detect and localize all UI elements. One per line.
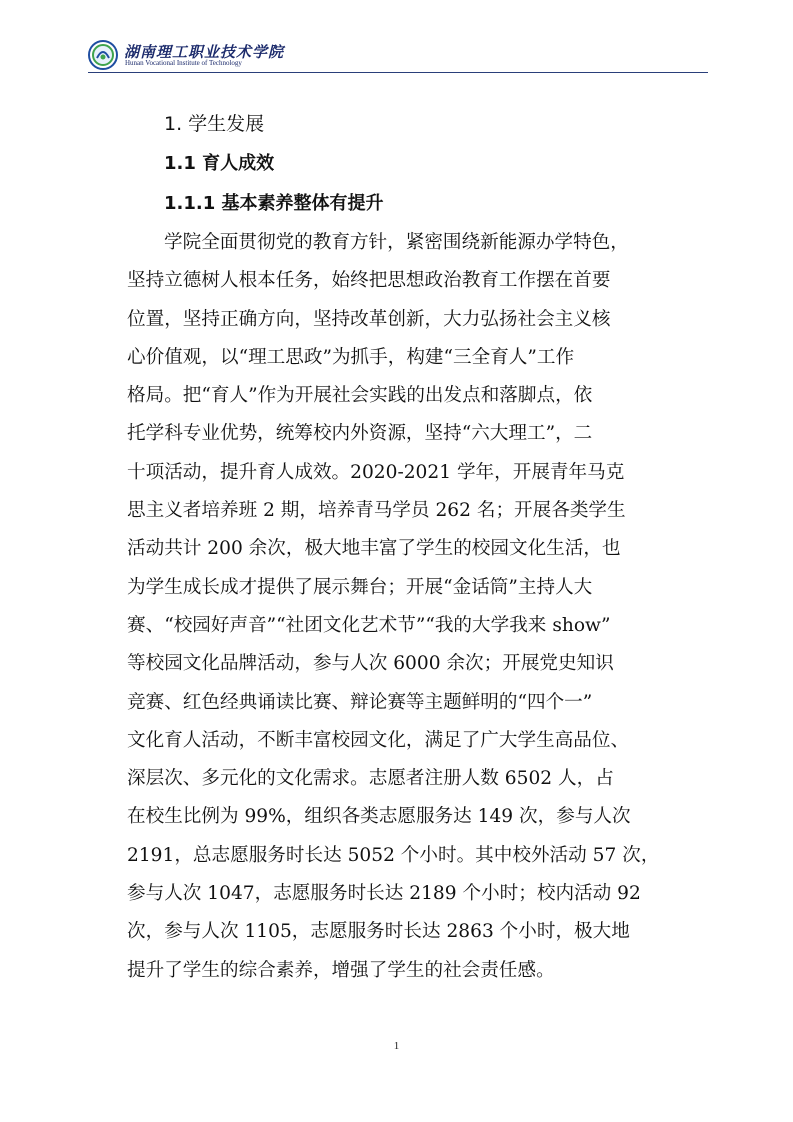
body-paragraph (127, 224, 692, 990)
section-heading-level-1: 1. 学生发展 (164, 113, 265, 135)
document-body (127, 104, 692, 990)
page-header (88, 36, 708, 76)
paragraph-line: 2191，总志愿服务时长达 5052 个小时。其中校外活动 57 次， (127, 844, 660, 866)
paragraph-line: 思主义者培养班 2 期，培养青马学员 262 名；开展各类学生 (127, 500, 626, 522)
paragraph-line: 心价值观，以“理工思政”为抓手，构建“三全育人”工作 (127, 346, 575, 368)
paragraph-line: 活动共计 200 余次，极大地丰富了学生的校园文化生活，也 (127, 538, 621, 560)
paragraph-line: 在校生比例为 99%，组织各类志愿服务达 149 次，参与人次 (127, 806, 631, 828)
paragraph-line: 文化育人活动，不断丰富校园文化，满足了广大学生高品位、 (127, 729, 630, 751)
paragraph-line: 竞赛、红色经典诵读比赛、辩论赛等主题鲜明的“四个一” (127, 691, 593, 713)
school-emblem-icon (88, 40, 118, 70)
paragraph-line: 坚持立德树人根本任务，始终把思想政治教育工作摆在首要 (127, 270, 611, 292)
page-number: 1 (393, 1040, 400, 1052)
paragraph-line: 位置，坚持正确方向，坚持改革创新，大力弘扬社会主义核 (127, 308, 611, 330)
brand-name-chinese: 湖南理工职业技术学院 (124, 43, 285, 61)
paragraph-line: 参与人次 1047，志愿服务时长达 2189 个小时；校内活动 92 (127, 883, 641, 905)
section-heading-level-3: 1.1.1 基本素养整体有提升 (164, 193, 384, 214)
paragraph-line: 深层次、多元化的文化需求。志愿者注册人数 6502 人，占 (127, 768, 614, 790)
header-divider (88, 72, 708, 73)
paragraph-line: 学院全面贯彻党的教育方针，紧密围绕新能源办学特色， (164, 232, 629, 253)
paragraph-line: 等校园文化品牌活动，参与人次 6000 余次；开展党史知识 (127, 653, 614, 675)
paragraph-line: 托学科专业优势，统筹校内外资源，坚持“六大理工”，二 (127, 423, 593, 445)
paragraph-line: 为学生成长成才提供了展示舞台；开展“金话筒”主持人大 (127, 576, 593, 598)
paragraph-line: 次，参与人次 1105，志愿服务时长达 2863 个小时，极大地 (127, 921, 630, 943)
brand-name-english: Hunan Vocational Institute of Technology (125, 59, 242, 67)
paragraph-line: 格局。把“育人”作为开展社会实践的出发点和落脚点，依 (127, 385, 593, 407)
section-heading-level-2: 1.1 育人成效 (164, 153, 275, 174)
paragraph-line: 十项活动，提升育人成效。2020-2021 学年，开展青年马克 (127, 461, 625, 483)
paragraph-line: 赛、“校园好声音”“社团文化艺术节”“我的大学我来 show” (127, 614, 611, 636)
paragraph-line: 提升了学生的综合素养，增强了学生的社会责任感。 (127, 959, 555, 981)
